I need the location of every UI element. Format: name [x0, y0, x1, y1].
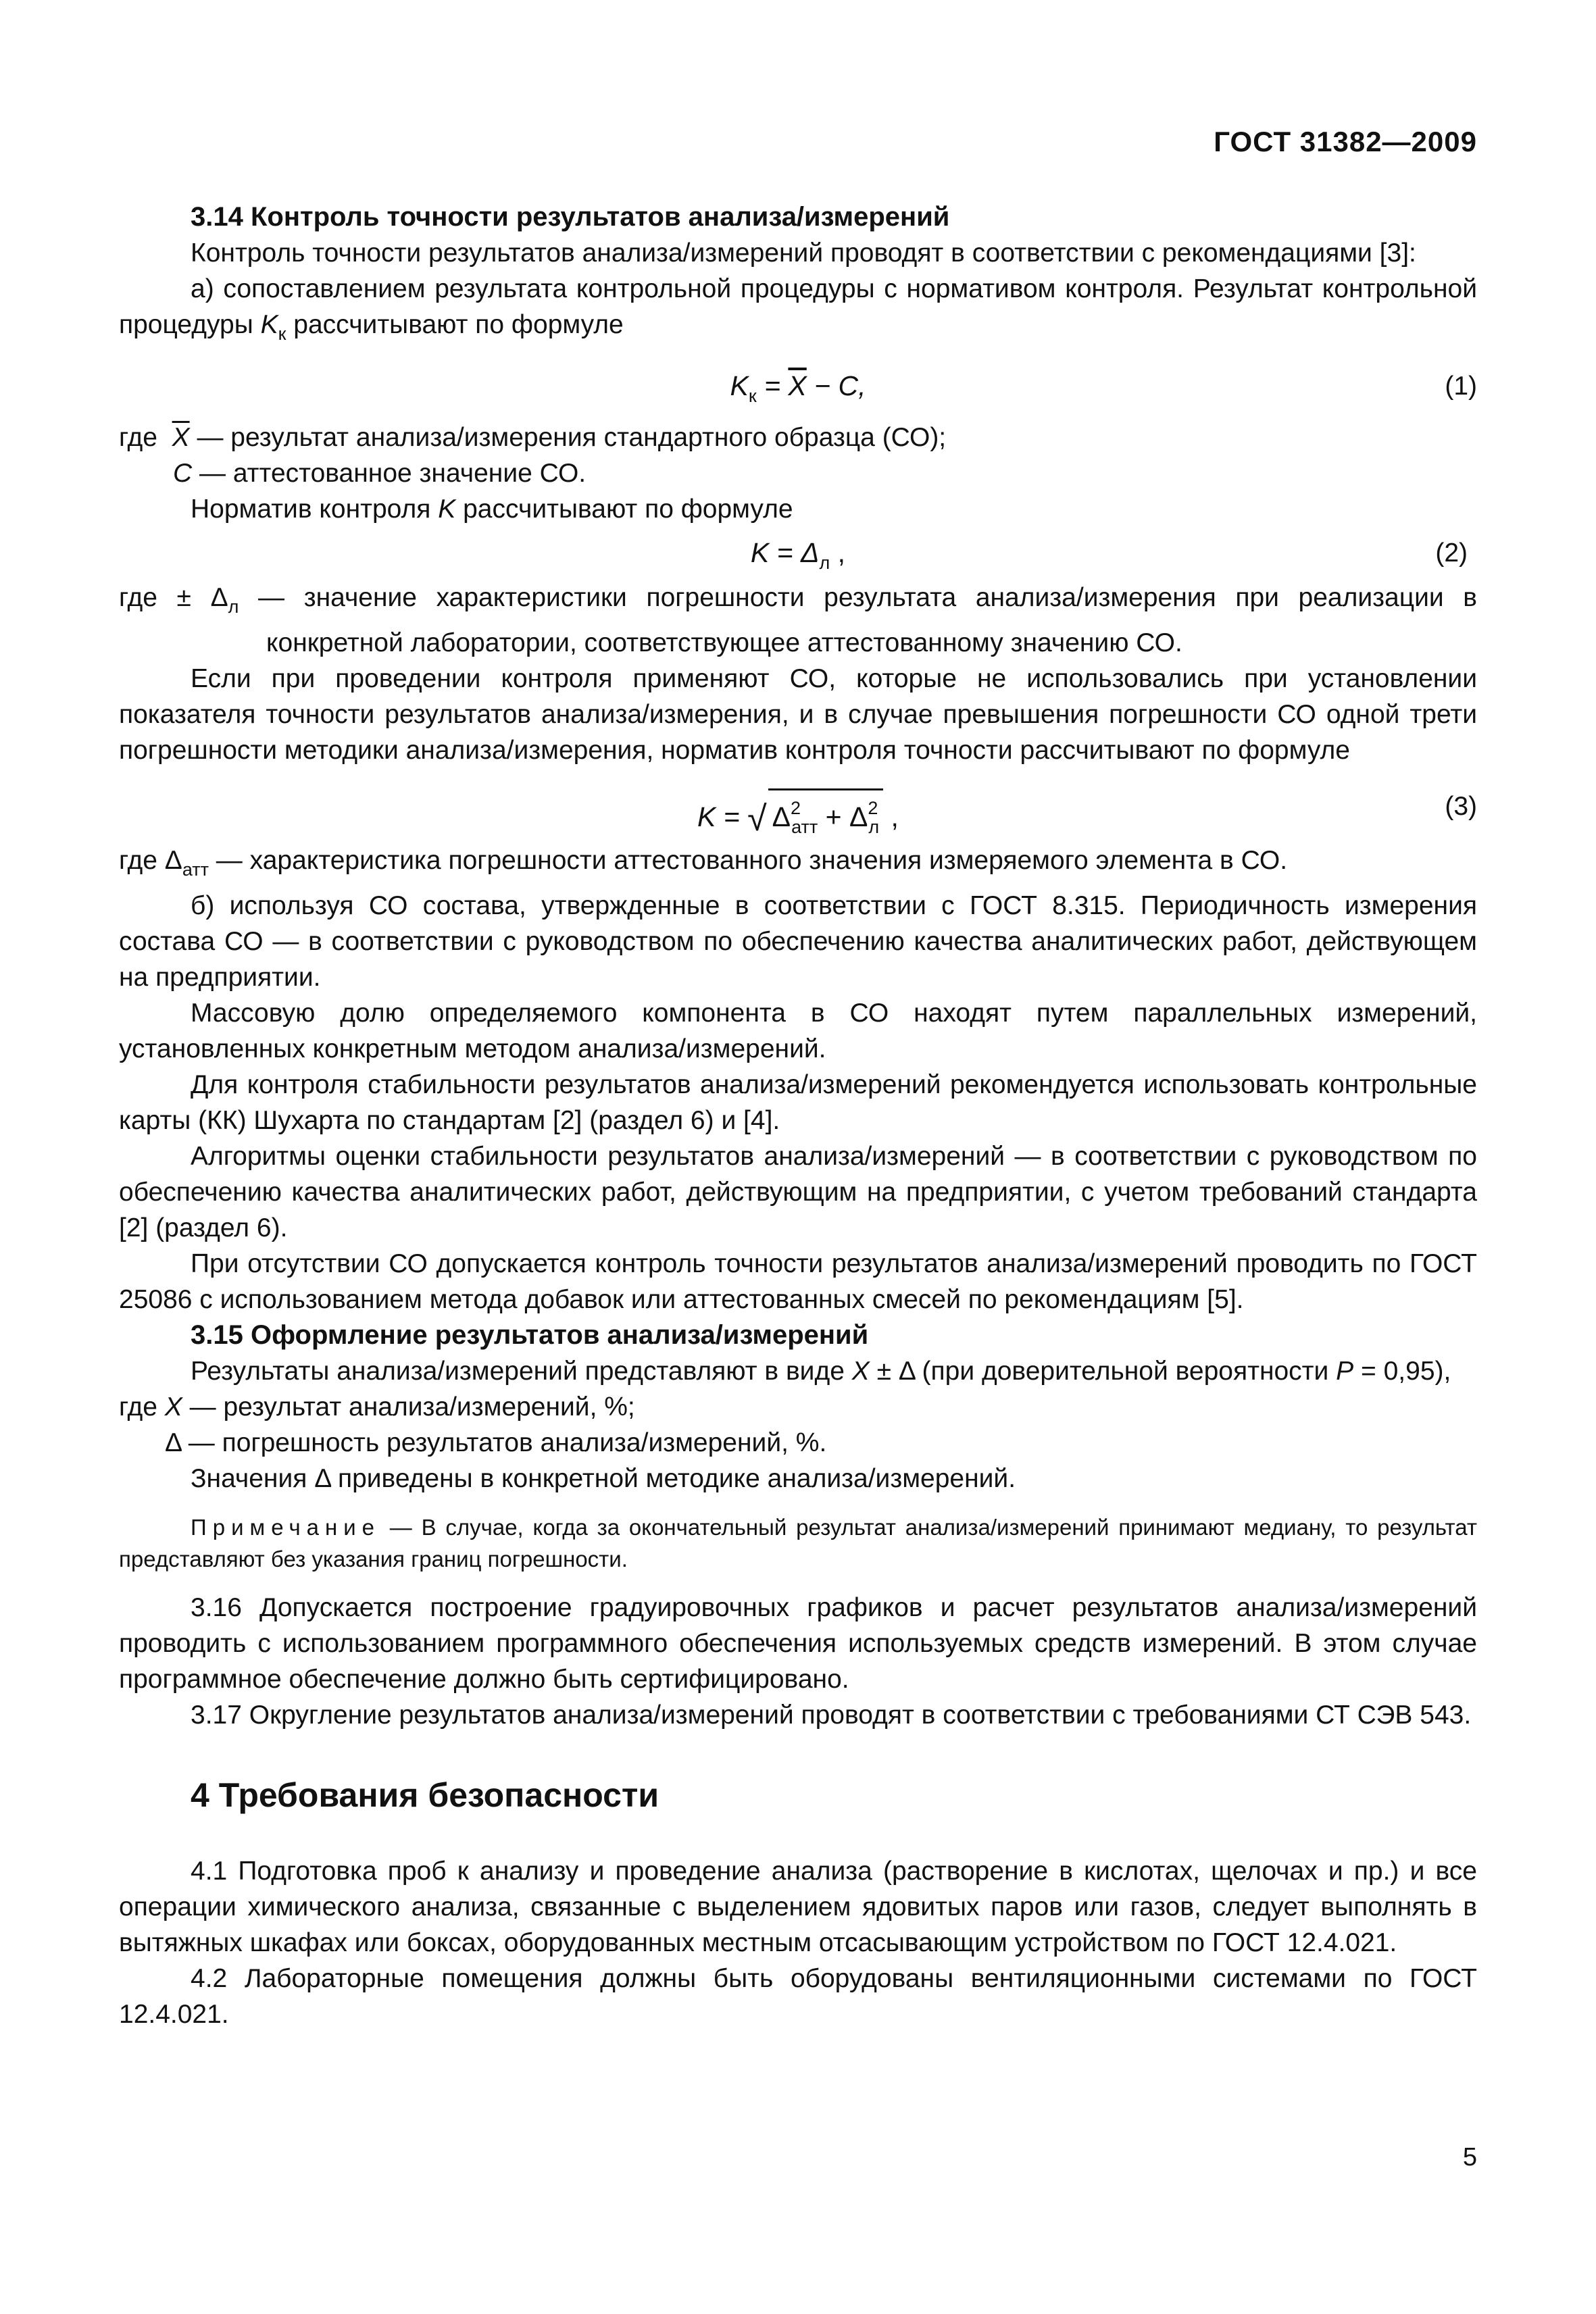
note-label: Примечание [191, 1515, 381, 1540]
formula-1-expression: $K_к = \overline{X} - C$, [730, 370, 866, 406]
formula-1-number: (1) [1445, 372, 1477, 401]
section-3-17: 3.17 Округление результатов анализа/измерений проводят в соответствии с требованиями СТ СЭВ 543. [191, 1701, 1472, 1730]
formula-3-expression: K = √ $\Delta^2_{атт} + \Delta^2_л$ , [119, 788, 1477, 845]
section-4-title: 4 Требования безопасности [191, 1776, 659, 1814]
formula-3-number: (3) [1445, 792, 1477, 821]
paragraph: Контроль точности результатов анализа/измерений проводят в соответствии с рекомендациями [3]: [191, 238, 1416, 268]
where-clause: Δ — погрешность результатов анализа/измерений, %. [165, 1428, 827, 1457]
formula-2 [119, 527, 1477, 580]
section-4-1: 4.1 Подготовка проб к анализу и проведение анализа (растворение в кислотах, щелочах и пр.) и все операции химического анализа, связанные с выделением ядовитых паров или газов, следует выполнять в вытяжных шкафах или боксах, оборудованных местным отсасывающим устройством по ГОСТ 12.4.021. [119, 1857, 1477, 1957]
formula-1 [119, 352, 1477, 420]
formula-2-expression: $K = \Delta_л$ , [750, 537, 846, 573]
document-code: ГОСТ 31382—2009 [1214, 126, 1477, 157]
paragraph: Массовую долю определяемого компонента в СО находят путем параллельных измерений, установленных конкретным методом анализа/измерений. [119, 999, 1477, 1063]
paragraph: Значения Δ приведены в конкретной методике анализа/измерений. [191, 1464, 1016, 1493]
paragraph: Результаты анализа/измерений представляют в виде X ± Δ (при доверительной вероятности P = 0,95), [191, 1357, 1451, 1386]
formula-2-number: (2) [1435, 538, 1468, 568]
where-clause: где ± $\Delta_л$ — значение характеристики погрешности результата анализа/измерения при реализации в конкретной лаборатории, соответствующее аттестованному значению СО. [119, 583, 1477, 657]
page-number: 5 [1462, 2143, 1477, 2171]
paragraph: Если при проведении контроля применяют СО, которые не использовались при установлении показателя точности результатов анализа/измерения, и в случае превышения погрешности СО одной трети погрешности методики анализа/измерения, норматив контроля точности рассчитывают по формуле [119, 664, 1477, 765]
note: Примечание — В случае, когда за окончательный результат анализа/измерений принимают медиану, то результат представляют без указания границ погрешности. [119, 1515, 1477, 1571]
section-4-2: 4.2 Лабораторные помещения должны быть оборудованы вентиляционными системами по ГОСТ 12.4.021. [119, 1964, 1477, 2029]
where-clause: где X — результат анализа/измерений, %; [119, 1392, 635, 1422]
paragraph: Для контроля стабильности результатов анализа/измерений рекомендуется использовать контрольные карты (КК) Шухарта по стандартам [2] (раздел 6) и [4]. [119, 1070, 1477, 1135]
page-body [119, 199, 1477, 2032]
where-clause: где $\Delta_{атт}$ — характеристика погрешности аттестованного значения измеряемого элемента в СО. [119, 846, 1288, 880]
formula-3 [119, 768, 1477, 842]
paragraph: б) используя СО состава, утвержденные в соответствии с ГОСТ 8.315. Периодичность измерения состава СО — в соответствии с руководством по обеспечению качества аналитических работ, действующем на предприятии. [119, 891, 1477, 992]
where-clause: C — аттестованное значение СО. [173, 459, 587, 488]
section-3-16: 3.16 Допускается построение градуировочных графиков и расчет результатов анализа/измерений проводить с использованием программного обеспечения используемых средств измерений. В этом случае программное обеспечение должно быть сертифицировано. [119, 1593, 1477, 1694]
paragraph: Алгоритмы оценки стабильности результатов анализа/измерений — в соответствии с руководством по обеспечению качества аналитических работ, действующим на предприятии, с учетом требований стандарта [2] (раздел 6). [119, 1142, 1477, 1242]
paragraph: а) сопоставлением результата контрольной процедуры с нормативом контроля. Результат контрольной процедуры $K_к$ рассчитывают по формуле [119, 274, 1477, 344]
paragraph: Норматив контроля K рассчитывают по формуле [191, 495, 793, 524]
section-3-15-title: 3.15 Оформление результатов анализа/измерений [191, 1320, 869, 1350]
where-clause: где $\overline{X}$ — результат анализа/измерения стандартного образца (СО); [119, 423, 947, 452]
paragraph: При отсутствии СО допускается контроль точности результатов анализа/измерений проводить по ГОСТ 25086 с использованием метода добавок или аттестованных смесей по рекомендациям [5]. [119, 1249, 1477, 1314]
section-3-14-title: 3.14 Контроль точности результатов анализа/измерений [191, 202, 950, 232]
sqrt-icon: √ [747, 799, 767, 838]
